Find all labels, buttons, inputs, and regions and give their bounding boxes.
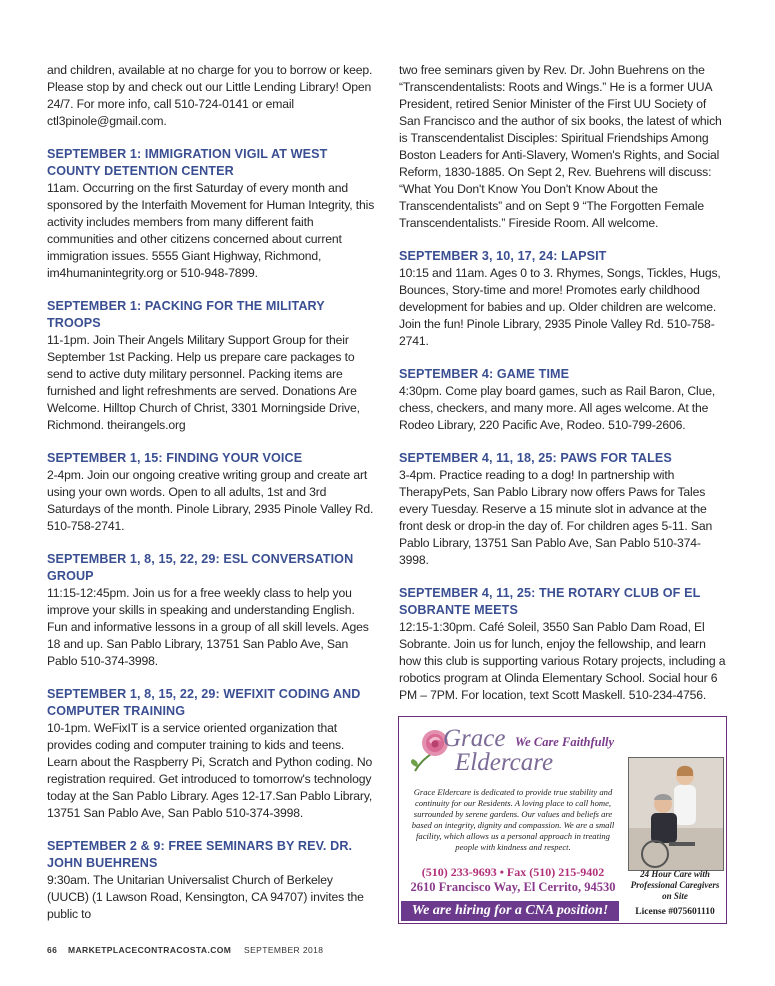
event-lapsit — [399, 248, 729, 350]
event-paws-for-tales — [399, 450, 729, 569]
event-finding-your-voice — [47, 450, 377, 535]
event-body: 4:30pm. Come play board games, such as Rail Baron, Clue, chess, checkers, and many more. All ages welcome. At the Rodeo Library, 220 Pacific Ave, Rodeo. 510-799-2606. — [399, 384, 716, 432]
ad-logo-line2: Eldercare — [455, 749, 554, 776]
ad-address: 2610 Francisco Way, El Cerrito, 94530 — [410, 880, 616, 894]
event-game-time — [399, 366, 729, 434]
event-immigration-vigil — [47, 146, 377, 282]
event-title: SEPTEMBER 1, 8, 15, 22, 29: ESL CONVERSATION GROUP — [47, 552, 354, 583]
event-title: SEPTEMBER 4, 11, 18, 25: PAWS FOR TALES — [399, 451, 672, 465]
ad-tagline: We Care Faithfully — [515, 735, 615, 749]
ad-license: License #075601110 — [635, 907, 715, 917]
ad-phone: (510) 233-9693 • Fax (510) 215-9402 — [421, 865, 605, 879]
event-body: 2-4pm. Join our ongoing creative writing group and create art using your own words. Open to all adults, 1st and 3rd Saturdays of the month. Pinole Library, 2935 Pinole Valley Rd. 510-758-2741. — [47, 468, 374, 533]
event-wefixit-coding — [47, 686, 377, 822]
event-title: SEPTEMBER 1: PACKING FOR THE MILITARY TROOPS — [47, 299, 325, 330]
ad-logo-line1: Grace — [443, 725, 506, 752]
event-free-seminars — [47, 838, 377, 923]
ad-photo — [628, 757, 724, 871]
event-rotary-club — [399, 585, 729, 704]
event-title: SEPTEMBER 4, 11, 25: THE ROTARY CLUB OF EL SOBRANTE MEETS — [399, 586, 701, 617]
right-column — [399, 62, 729, 720]
event-body: 10:15 and 11am. Ages 0 to 3. Rhymes, Songs, Tickles, Hugs, Bounces, Story-time and more! Promotes early childhood development for babies and up. Older children are welcome. Join the fun! Pinole Library, 2935 Pinole Valley Rd. 510-758-2741. — [399, 266, 721, 348]
page-number: 66 — [47, 945, 58, 955]
event-body: 9:30am. The Unitarian Universalist Church of Berkeley (UUCB) (1 Lawson Road, Kensington, CA 94707) invites the public to — [47, 873, 364, 921]
event-body: 12:15-1:30pm. Café Soleil, 3550 San Pablo Dam Road, El Sobrante. Join us for lunch, enjoy the fellowship, and learn how this club is supporting various Rotary projects, including a robotics program at Olinda Elementary School. Social hour 6 PM – 7PM. For location, text Scott Maskell. 510-234-4756. — [399, 620, 726, 702]
event-title: SEPTEMBER 3, 10, 17, 24: LAPSIT — [399, 249, 607, 263]
event-title: SEPTEMBER 1: IMMIGRATION VIGIL AT WEST COUNTY DETENTION CENTER — [47, 147, 328, 178]
event-title: SEPTEMBER 4: GAME TIME — [399, 367, 570, 381]
event-body: 11am. Occurring on the first Saturday of every month and sponsored by the Interfaith Movement for Human Integrity, this activity includes members from many different faith communities and other citizens concerned about current immigration issues. 5555 Giant Highway, Richmond, im4humanintegrity.org or 510-948-7899. — [47, 181, 375, 280]
event-esl-conversation — [47, 551, 377, 670]
ad-body-text: Grace Eldercare is dedicated to provide true stability and continuity for our Residents. A loving place to call home, surrounded by serene gardens. Our values and beliefs are based on integrity, dignity and compassion. We are a small facility, which allows us a personal approach in treating people with kindness and respect. — [411, 787, 615, 852]
ad-care-text: 24 Hour Care with Professional Caregivers on Site — [630, 869, 720, 901]
left-intro-text: and children, available at no charge for you to borrow or keep. Please stop by and check out our Little Lending Library! Open 24/7. For more info, call 510-724-0141 or email ctl3pinole@gmail.com. — [47, 63, 373, 128]
event-body: 10-1pm. WeFixIT is a service oriented organization that provides coding and computer training to kids and teens. Learn about the Raspberry Pi, Scratch and Python coding. No registration required. Get introduced to tomorrow's technology today at the San Pablo Library. Ages 12-17.San Pablo Library, 13751 San Pablo Ave, San Pablo 510-374-3998. — [47, 721, 373, 820]
page-footer — [47, 945, 323, 955]
event-title: SEPTEMBER 2 & 9: FREE SEMINARS BY REV. DR. JOHN BUEHRENS — [47, 839, 353, 870]
event-body: 11-1pm. Join Their Angels Military Support Group for their September 1st Packing. Help us prepare care packages to send to active duty military personnel. Packing items are furnished and light refreshments are served. Donations Are Welcome. Hilltop Church of Christ, 3301 Morningside Drive, Richmond. theirangels.org — [47, 333, 360, 432]
footer-issue: SEPTEMBER 2018 — [244, 945, 324, 955]
left-column — [47, 62, 377, 939]
ad-hiring-banner: We are hiring for a CNA position! — [401, 901, 619, 921]
event-body: 11:15-12:45pm. Join us for a free weekly class to help you improve your skills in speaking and understanding English. Fun and informative lessons in a group of all skill levels. Ages 18 and up. San Pablo Library, 13751 San Pablo Ave, San Pablo 510-374-3998. — [47, 586, 369, 668]
event-title: SEPTEMBER 1, 8, 15, 22, 29: WEFIXIT CODING AND COMPUTER TRAINING — [47, 687, 361, 718]
footer-site: MARKETPLACECONTRACOSTA.COM — [68, 945, 232, 955]
grace-eldercare-ad — [398, 716, 727, 924]
event-military-packing — [47, 298, 377, 434]
event-title: SEPTEMBER 1, 15: FINDING YOUR VOICE — [47, 451, 303, 465]
event-body: 3-4pm. Practice reading to a dog! In partnership with TherapyPets, San Pablo Library now offers Paws for Tales every Tuesday. Reserve a 15 minute slot in advance at the front desk or drop-in the day of. For children ages 5-11. San Pablo Library, 13751 San Pablo Ave, San Pablo 510-374-3998. — [399, 468, 713, 567]
caregiver-photo-icon — [629, 758, 723, 870]
right-intro-text: two free seminars given by Rev. Dr. John Buehrens on the “Transcendentalists: Roots and Wings.” He is a former UUA President, retired Senior Minister of the First UU Society of San Francisco and the author of six books, the latest of which is Transcendentalist Disciples: Spiritual Friendships Among Boston Leaders for Anti-Slavery, Women's Rights, and Social Reform, 1830-1885. On Sept 2, Rev. Buehrens will discuss: “What You Don't Know You Don't Know About the Transcendentalists” and on Sept 9 “The Forgotten Female Transcendentalists.” Fireside Room. All welcome. — [399, 63, 722, 230]
